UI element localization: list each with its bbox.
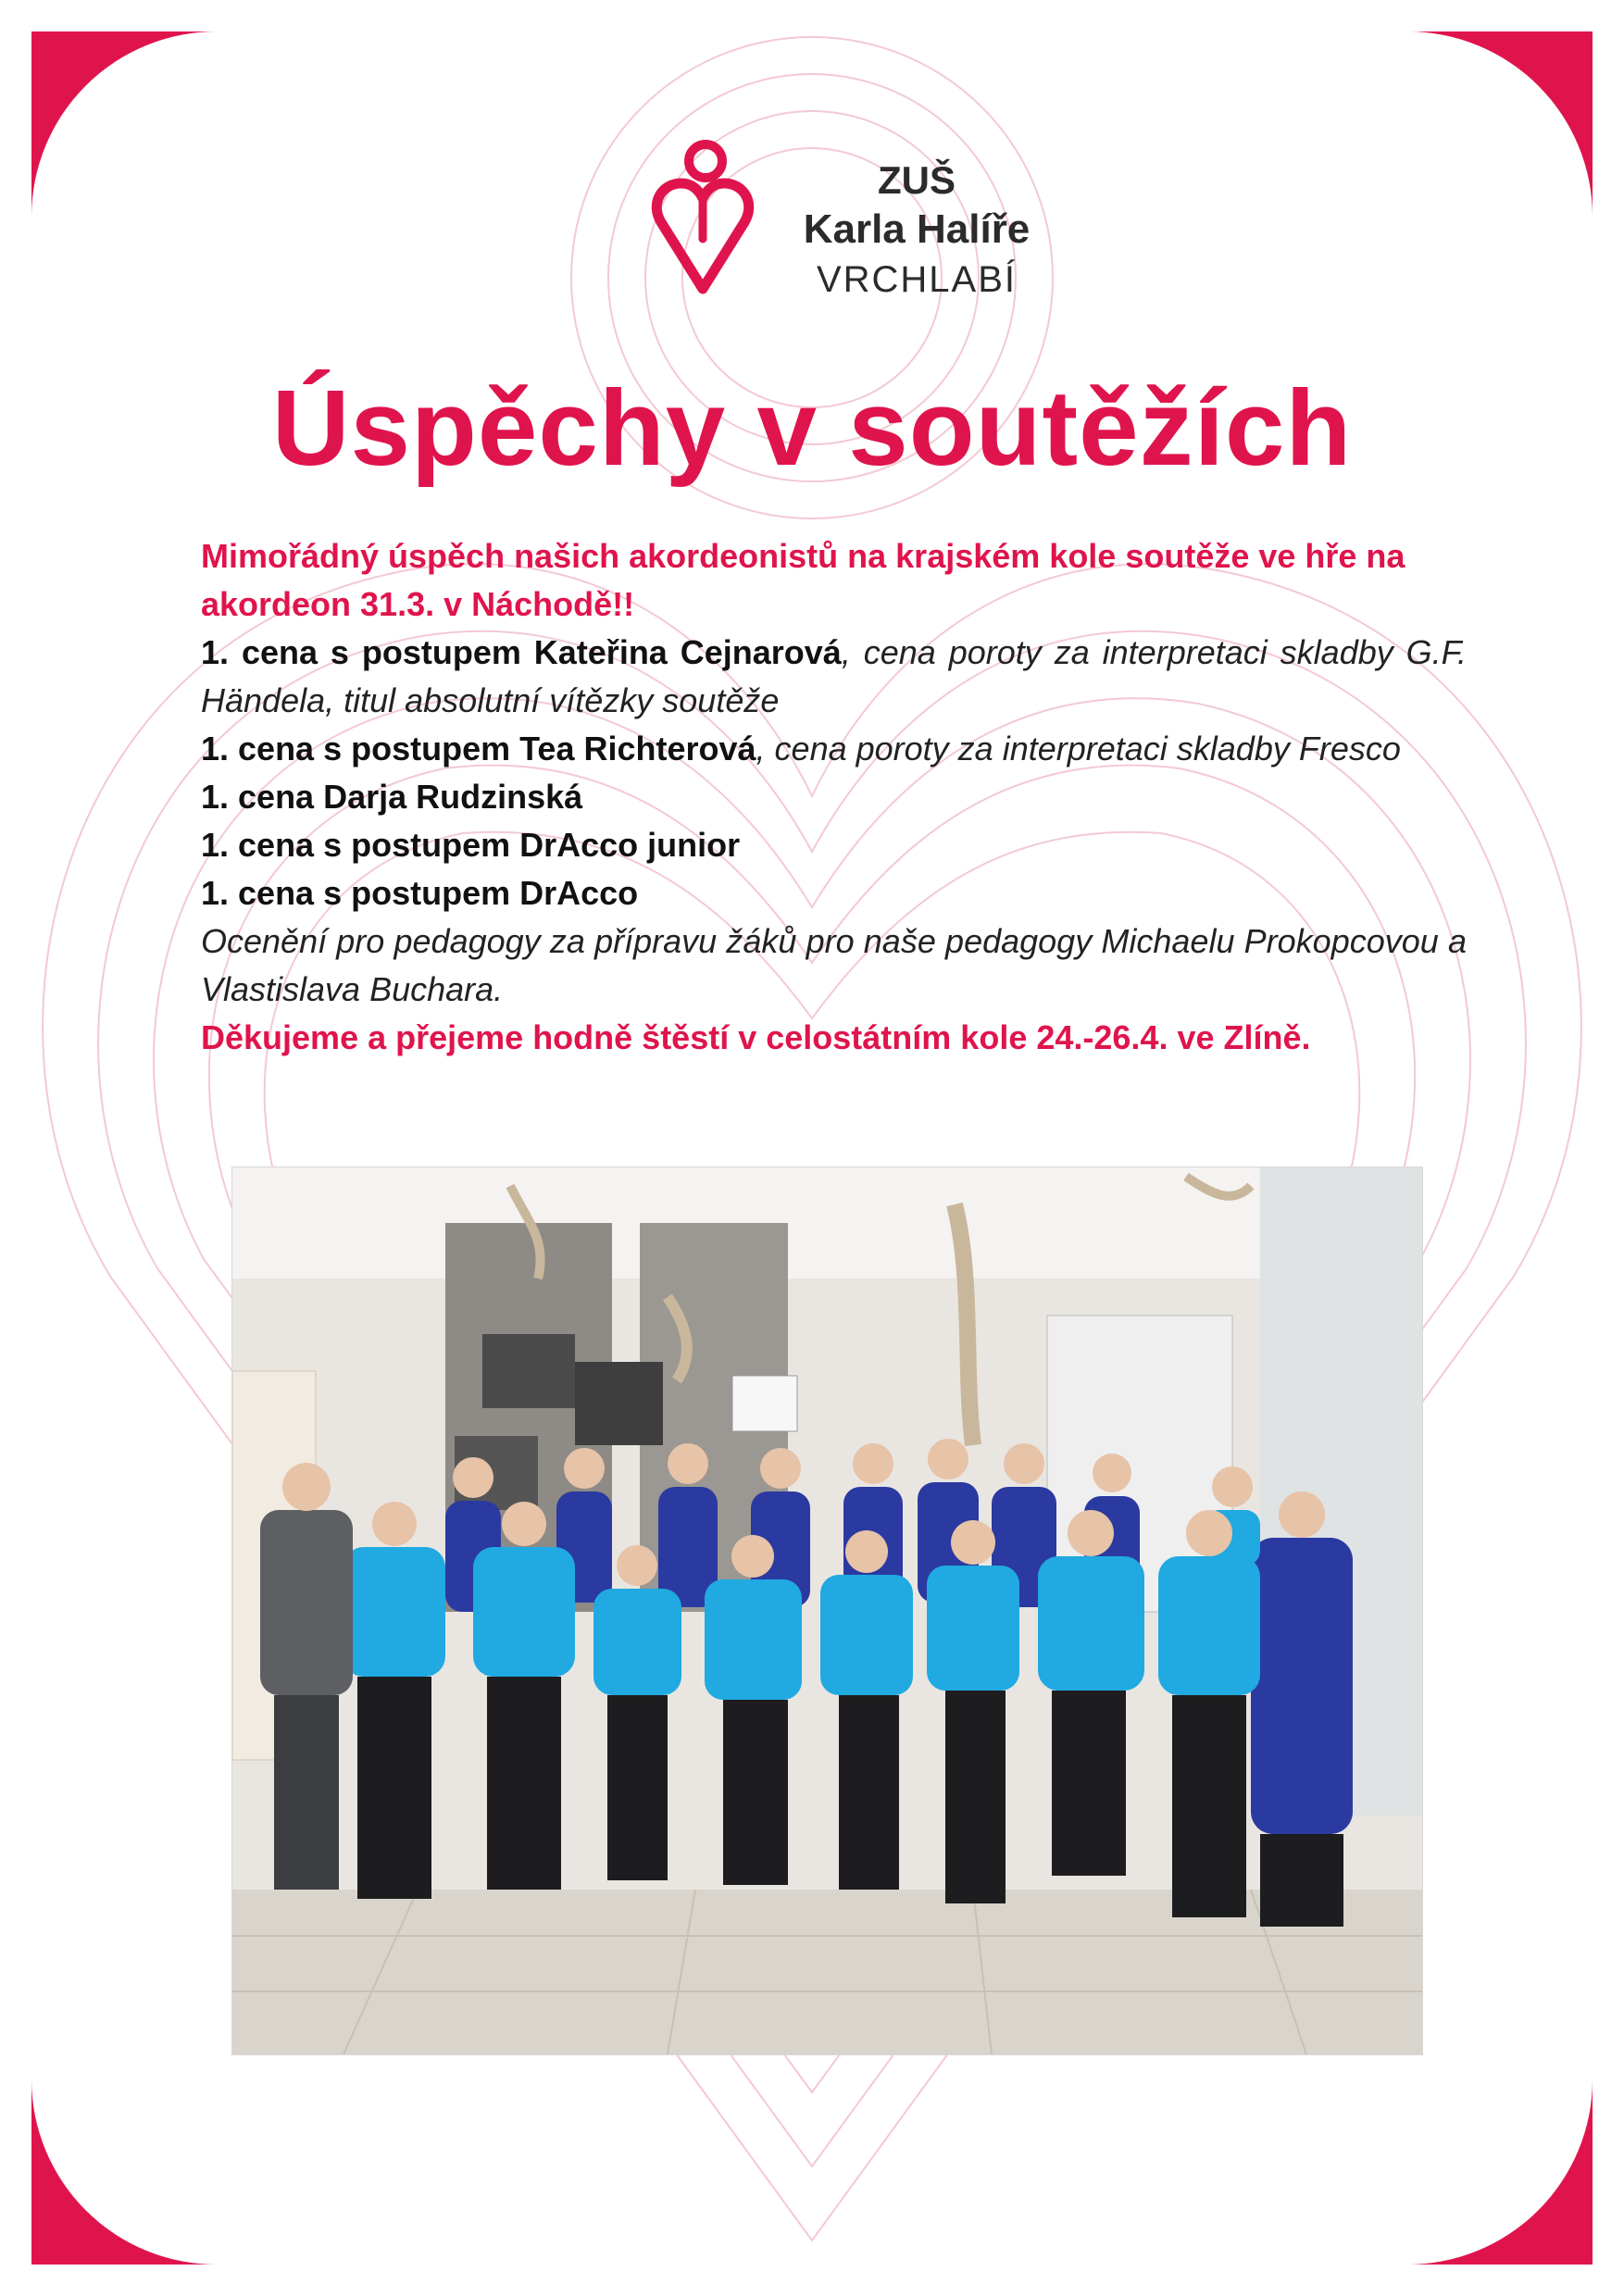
logo-text [778, 158, 1056, 300]
award-item [201, 869, 1467, 917]
award-title: 1. cena s postupem Tea Richterová [201, 730, 756, 767]
closing-text: Děkujeme a přejeme hodně štěstí v celostátním kole 24.-26.4. ve Zlíně. [201, 1018, 1311, 1056]
school-logo [648, 137, 1056, 313]
award-title: 1. cena Darja Rudzinská [201, 778, 583, 816]
award-detail: , cena poroty za interpretaci skladby Fresco [756, 730, 1401, 767]
article-text [201, 532, 1467, 1062]
award-detail: , cena poroty za interpretaci skladby G.F. Händela, titul absolutní vítězky soutěže [201, 633, 1468, 719]
group-photo [231, 1167, 1423, 2055]
logo-line-zus: ZUŠ [878, 158, 956, 202]
corner-decoration-bottom-left [31, 2079, 217, 2265]
corner-decoration-bottom-right [1407, 2079, 1593, 2265]
award-item [201, 725, 1467, 773]
group-photo-illustration [232, 1167, 1422, 2054]
award-item [201, 773, 1467, 821]
logo-line-name: Karla Halíře [803, 206, 1031, 252]
award-item [201, 821, 1467, 869]
corner-decoration-top-left [31, 31, 217, 217]
intro-text: Mimořádný úspěch našich akordeonistů na krajském kole soutěže ve hře na akordeon 31.3. v Náchodě!! [201, 537, 1405, 623]
award-item [201, 629, 1467, 725]
page-title: Úspěchy v soutěžích [271, 368, 1353, 488]
award-title: 1. cena s postupem DrAcco junior [201, 826, 741, 864]
heart-pin-person-icon [648, 137, 757, 294]
award-title: 1. cena s postupem DrAcco [201, 874, 639, 912]
corner-decoration-top-right [1407, 31, 1593, 217]
award-title: 1. cena s postupem Kateřina Cejnarová [201, 633, 842, 671]
logo-line-city: VRCHLABÍ [816, 259, 1018, 300]
teachers-note: Ocenění pro pedagogy za přípravu žáků pro naše pedagogy Michaelu Prokopcovou a Vlastislava Buchara. [201, 922, 1467, 1008]
